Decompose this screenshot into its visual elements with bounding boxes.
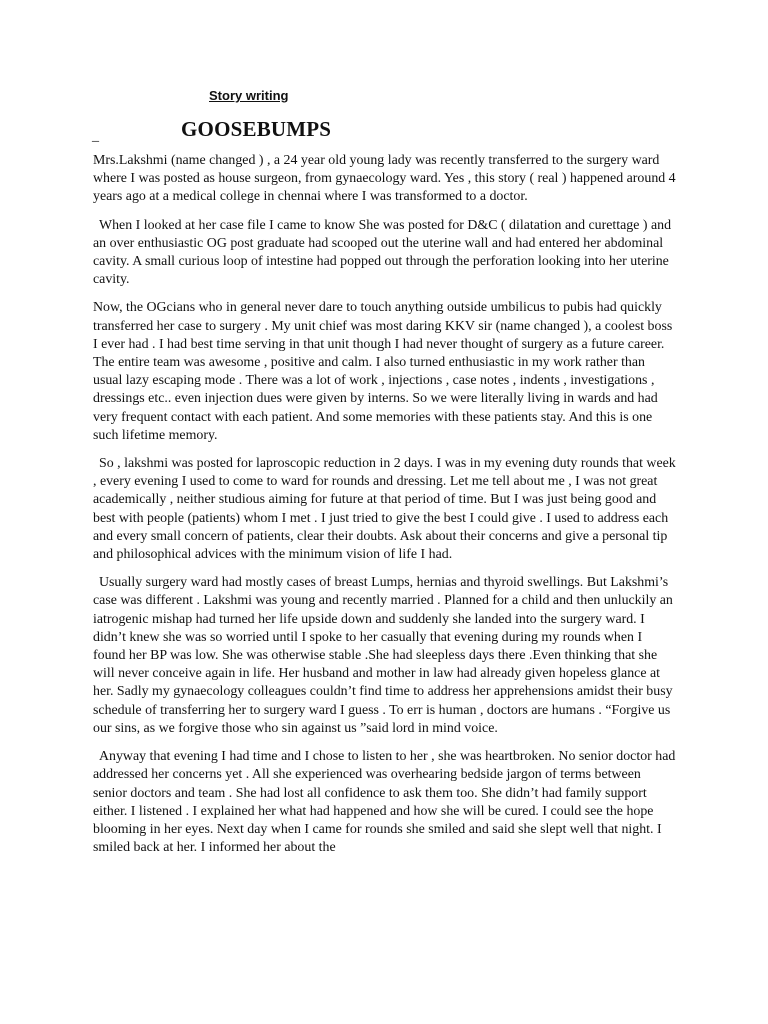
paragraph-3: Now, the OGcians who in general never dare to touch anything outside umbilicus to pubis had quickly transferred her case to surgery . My unit chief was most daring KKV sir (name changed ), a coolest boss I ever had . I had best time serving in that unit though I had never thought of surgery as a future career. The entire team was awesome , positive and calm. I also turned enthusiastic in my work rather than usual lazy escaping mode . There was a lot of work , injections , case notes , indents , investigations , dressings etc.. even injection dues were given by interns. So we were literally living in wards and had very frequent contact with each patient. And some memories with these patients stay. And this is one such lifetime memory. xyxy=(93,300,673,443)
story-body xyxy=(93,152,677,867)
story-title: GOOSEBUMPS xyxy=(181,117,332,141)
dash-mark: _ xyxy=(92,129,99,144)
paragraph-1: Mrs.Lakshmi (name changed ) , a 24 year old young lady was recently transferred to the surgery ward where I was posted as house surgeon, from gynaecology ward. Yes , this story ( real ) happened around 4 years ago at a medical college in chennai where I was transformed to a doctor. xyxy=(93,153,676,205)
paragraph-4: So , lakshmi was posted for laproscopic reduction in 2 days. I was in my evening duty rounds that week , every evening I used to come to ward for rounds and dressing. Let me tell about me , I was not great academically , neither studious aiming for future at that period of time. But I was just being good and best with people (patients) whom I met . I just tried to give the best I could give . I used to address each and every small concern of patients, clear their doubts. Ask about their concerns and give a personal tip and philosophical advices with the minimum vision of life I had. xyxy=(93,456,676,563)
paragraph-6: Anyway that evening I had time and I chose to listen to her , she was heartbroken. No senior doctor had addressed her concerns yet . All she experienced was overhearing bedside jargon of terms between senior doctors and team . She had lost all confidence to ask them too. She didn’t had family support either. I listened . I explained her what had happened and how she will be cured. I could see the hope blooming in her eyes. Next day when I came for rounds she smiled and said she slept well that night. I smiled back at her. I informed her about the xyxy=(93,749,676,856)
story-writing-label: Story writing xyxy=(209,88,289,103)
paragraph-5: Usually surgery ward had mostly cases of breast Lumps, hernias and thyroid swellings. But Lakshmi’s case was different . Lakshmi was young and recently married . Planned for a child and then unluckily an iatrogenic mishap had turned her life upside down and suddenly she landed into the surgery ward. I didn’t knew she was so worried until I spoke to her casually that evening during my rounds when I found her BP was low. She was otherwise stable .She had sleepless days there .Even thinking that she will never conceive again in life. Her husband and mother in law had already given hopeless glance at her. Sadly my gynaecology colleagues couldn’t find time to address her apprehensions amidst their busy schedule of transferring her to surgery ward I guess . To err is human , doctors are humans . “Forgive us our sins, as we forgive those who sin against us ”said lord in mind voice. xyxy=(93,575,673,736)
paragraph-2: When I looked at her case file I came to know She was posted for D&C ( dilatation and curettage ) and an over enthusiastic OG post graduate had scooped out the uterine wall and had entered her abdominal cavity. A small curious loop of intestine had popped out through the perforation looking into her uterine cavity. xyxy=(93,217,672,288)
